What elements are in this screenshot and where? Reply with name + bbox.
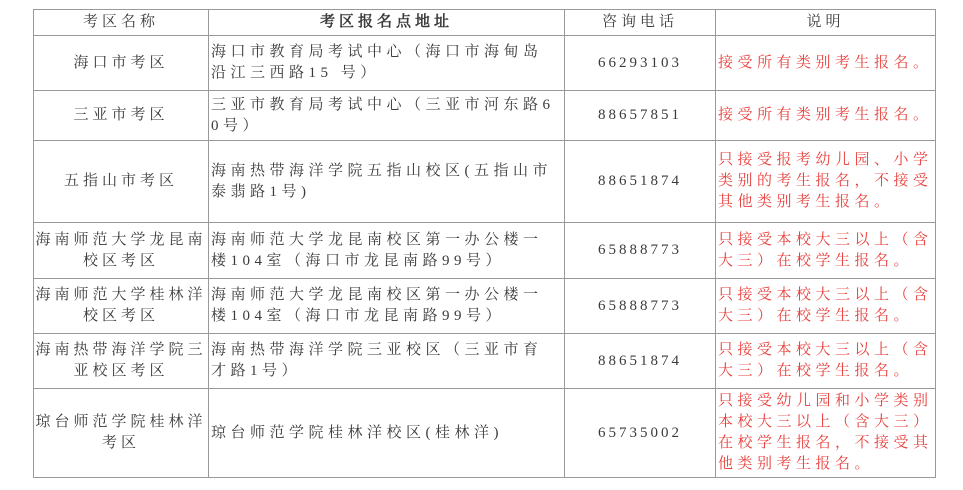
registration-address: 海南热带海洋学院五指山校区(五指山市泰翡路1号) [209, 141, 565, 223]
note-text: 只接受本校大三以上（含大三）在校学生报名。 [716, 279, 936, 334]
exam-area-name: 海南师范大学桂林洋校区考区 [34, 279, 209, 334]
phone-number: 65888773 [565, 279, 716, 334]
note-text: 只接受本校大三以上（含大三）在校学生报名。 [716, 334, 936, 389]
phone-number: 65735002 [565, 389, 716, 478]
exam-area-name: 海南热带海洋学院三亚校区考区 [34, 334, 209, 389]
note-text: 只接受报考幼儿园、小学类别的考生报名，不接受其他类别考生报名。 [716, 141, 936, 223]
table-row [34, 223, 936, 279]
note-text: 接受所有类别考生报名。 [716, 91, 936, 141]
col-header-registration-address: 考区报名点地址 [209, 10, 565, 36]
exam-area-name: 三亚市考区 [34, 91, 209, 141]
exam-district-registration-table [33, 9, 936, 478]
registration-address: 海南师范大学龙昆南校区第一办公楼一楼104室（海口市龙昆南路99号） [209, 279, 565, 334]
phone-number: 88651874 [565, 141, 716, 223]
table-row [34, 334, 936, 389]
table-row [34, 91, 936, 141]
registration-address: 海南师范大学龙昆南校区第一办公楼一楼104室（海口市龙昆南路99号） [209, 223, 565, 279]
table-row [34, 141, 936, 223]
table-row [34, 36, 936, 91]
col-header-district-name: 考区名称 [34, 10, 209, 36]
phone-number: 88651874 [565, 334, 716, 389]
exam-area-name: 海口市考区 [34, 36, 209, 91]
registration-address: 三亚市教育局考试中心（三亚市河东路60号） [209, 91, 565, 141]
phone-number: 88657851 [565, 91, 716, 141]
exam-area-name: 海南师范大学龙昆南校区考区 [34, 223, 209, 279]
exam-area-name: 五指山市考区 [34, 141, 209, 223]
note-text: 接受所有类别考生报名。 [716, 36, 936, 91]
exam-area-name: 琼台师范学院桂林洋考区 [34, 389, 209, 478]
col-header-notes: 说明 [716, 10, 936, 36]
header-row [34, 10, 936, 36]
registration-address: 海南热带海洋学院三亚校区（三亚市育才路1号） [209, 334, 565, 389]
note-text: 只接受本校大三以上（含大三）在校学生报名。 [716, 223, 936, 279]
phone-number: 66293103 [565, 36, 716, 91]
note-text: 只接受幼儿园和小学类别本校大三以上（含大三）在校学生报名，不接受其他类别考生报名。 [716, 389, 936, 478]
registration-address: 琼台师范学院桂林洋校区(桂林洋) [209, 389, 565, 478]
col-header-phone: 咨询电话 [565, 10, 716, 36]
registration-address: 海口市教育局考试中心（海口市海甸岛沿江三西路15 号） [209, 36, 565, 91]
table-row [34, 279, 936, 334]
phone-number: 65888773 [565, 223, 716, 279]
table-row [34, 389, 936, 478]
